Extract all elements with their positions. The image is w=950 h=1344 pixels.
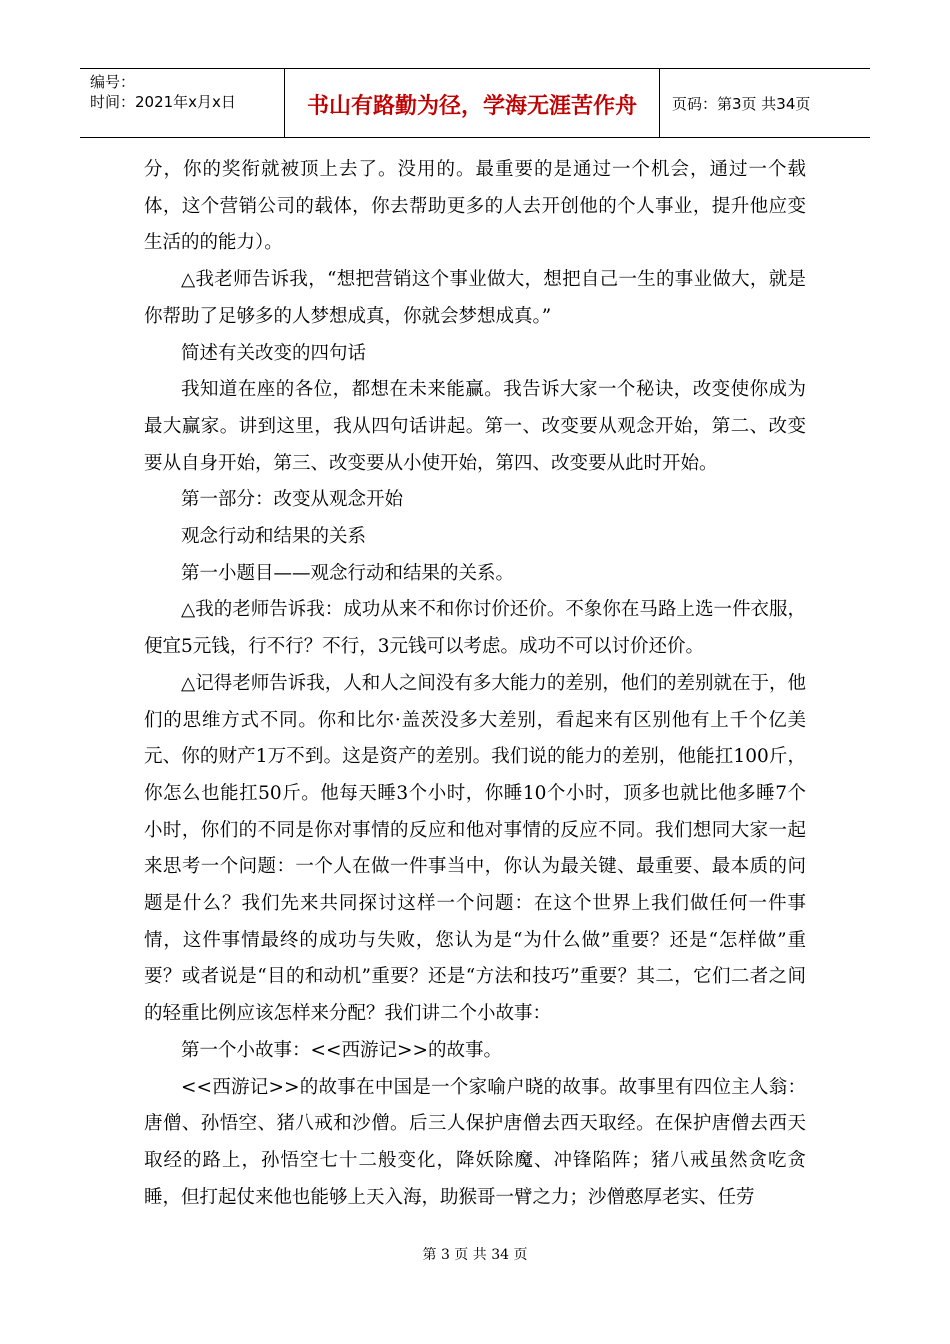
body-paragraph: △记得老师告诉我，人和人之间没有多大能力的差别，他们的差别就在于，他们的思维方式不同。你和比尔·盖茨没多大差别，看起来有区别他有上千个亿美元、你的财产1万不到。这是资产的差别。我们说的能力的差别，他能扛100斤，你怎么也能扛50斤。他每天睡3个小时，你睡10个小时，顶多也就比他多睡7个小时，你们的不同是你对事情的反应和他对事情的反应不同。我们想同大家一起来思考一个问题：一个人在做一件事当中，你认为最关键、最重要、最本质的问题是什么？我们先来共同探讨这样一个问题：在这个世界上我们做任何一件事情，这件事情最终的成功与失败，您认为是“为什么做”重要？还是“怎样做”重要？或者说是“目的和动机”重要？还是“方法和技巧”重要？其二，它们二者之间的轻重比例应该怎样来分配？我们讲二个小故事：: [144, 672, 806, 1025]
header-meta-cell: [80, 69, 285, 137]
footer-page-number: 第 3 页 共 34 页: [422, 1247, 528, 1263]
body-paragraph: 我知道在座的各位，都想在未来能赢。我告诉大家一个秘诀，改变使你成为最大赢家。讲到这里，我从四句话讲起。第一、改变要从观念开始，第二、改变要从自身开始，第三、改变要从小使开始，第四、改变要从此时开始。: [144, 379, 806, 474]
header-page-info: 页码：第3页 共34页: [672, 94, 811, 113]
page-footer: [0, 1246, 950, 1264]
body-paragraph: 观念行动和结果的关系: [181, 526, 367, 548]
document-time-label: 时间：2021年x月x日: [90, 93, 236, 111]
body-paragraph: <<西游记>>的故事在中国是一个家喻户晓的故事。故事里有四位主人翁：唐僧、孙悟空、猪八戒和沙僧。后三人保护唐僧去西天取经。在保护唐僧去西天取经的路上，孙悟空七十二般变化，降妖除魔、冲锋陷阵；猪八戒虽然贪吃贪睡，但打起仗来他也能够上天入海，助猴哥一臂之力；沙僧憨厚老实、任劳: [144, 1076, 806, 1208]
page-header: [80, 68, 870, 138]
body-paragraph: 第一个小故事：<<西游记>>的故事。: [181, 1039, 503, 1061]
body-paragraph: △我老师告诉我，“想把营销这个事业做大，想把自己一生的事业做大，就是你帮助了足够多的人梦想成真，你就会梦想成真。”: [144, 269, 806, 327]
body-paragraph: 第一小题目——观念行动和结果的关系。: [181, 562, 515, 584]
body-paragraph: 第一部分：改变从观念开始: [181, 489, 404, 511]
document-body: [144, 152, 806, 1216]
header-motto-cell: [285, 69, 660, 137]
header-motto: 书山有路勤为径，学海无涯苦作舟: [306, 93, 637, 119]
body-paragraph: △我的老师告诉我：成功从来不和你讨价还价。不象你在马路上选一件衣服，便宜5元钱，行不行？不行，3元钱可以考虑。成功不可以讨价还价。: [144, 599, 806, 658]
body-paragraph: 分，你的奖衔就被顶上去了。没用的。最重要的是通过一个机会，通过一个载体，这个营销公司的载体，你去帮助更多的人去开创他的个人事业，提升他应变生活的的能力）。: [144, 159, 806, 254]
body-paragraph: 简述有关改变的四句话: [181, 342, 367, 364]
header-page-cell: [660, 69, 870, 137]
document-number-label: 编号：: [90, 73, 136, 91]
